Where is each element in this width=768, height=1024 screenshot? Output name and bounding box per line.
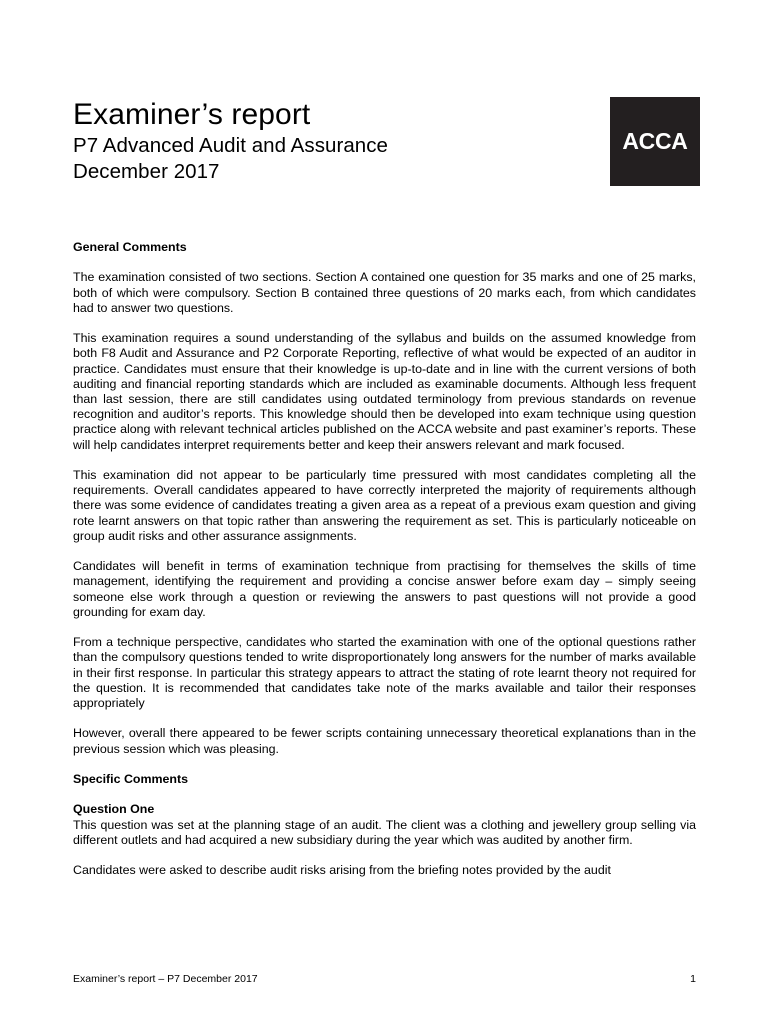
document-header — [73, 96, 696, 196]
paragraph-technique-perspective: From a technique perspective, candidates who started the examination with one of the optional questions rather than the compulsory questions tended to write disproportionately long answers for the number of marks available in their first response. In particular this strategy appears to attract the stating of rote learnt theory not required for the question. It is recommended that candidates take note of the marks available and tailor their responses appropriately — [73, 635, 696, 711]
document-body — [73, 240, 696, 878]
paragraph-syllabus-knowledge: This examination requires a sound understanding of the syllabus and builds on the assumed knowledge from both F8 Audit and Assurance and P2 Corporate Reporting, reflective of what would be expected of an auditor in practice. Candidates must ensure that their knowledge is up-to-date and in line with the current versions of both auditing and financial reporting standards which are included as examinable documents. Although less frequent than last session, there are still candidates using outdated terminology from previous standards on revenue recognition and auditor’s reports. This knowledge should then be developed into exam technique using question practice along with relevant technical articles published on the ACCA website and past examiner’s reports. These will help candidates interpret requirements better and keep their answers relevant and mark focused. — [73, 331, 696, 452]
spacer — [73, 453, 696, 468]
spacer — [73, 848, 696, 863]
footer-document-label: Examiner’s report – P7 December 2017 — [73, 973, 258, 985]
footer-page-number: 1 — [690, 973, 696, 985]
paragraph-audit-risks: Candidates were asked to describe audit risks arising from the briefing notes provided by the audit — [73, 863, 611, 878]
spacer — [73, 757, 696, 772]
page-footer — [73, 973, 696, 986]
title-block — [73, 96, 553, 185]
spacer — [73, 316, 696, 331]
spacer — [73, 711, 696, 726]
paragraph-exam-structure: The examination consisted of two sections. Section A contained one question for 35 marks and one of 25 marks, both of which were compulsory. Section B contained three questions of 20 marks each, from which candidates had to answer two questions. — [73, 270, 696, 315]
spacer — [73, 255, 696, 270]
paragraph-exam-technique: Candidates will benefit in terms of examination technique from practising for themselves the skills of time management, identifying the requirement and providing a concise answer before exam day – simply seeing someone else work through a question or reviewing the answers to past questions will not provide a good grounding for exam day. — [73, 559, 696, 619]
paragraph-question-one-intro: This question was set at the planning stage of an audit. The client was a clothing and jewellery group selling via different outlets and had acquired a new subsidiary during the year which was audited by another firm. — [73, 817, 696, 847]
paragraph-fewer-scripts: However, overall there appeared to be fewer scripts containing unnecessary theoretical explanations than in the previous session which was pleasing. — [73, 726, 696, 756]
acca-logo-text: ACCA — [622, 128, 688, 154]
heading-question-one: Question One — [73, 802, 155, 817]
acca-logo — [610, 97, 700, 186]
page-title: Examiner’s report — [73, 98, 311, 131]
paragraph-time-pressure: This examination did not appear to be particularly time pressured with most candidates completing all the requirements. Overall candidates appeared to have correctly interpreted the majority of requirements although there was some evidence of candidates treating a given area as a repeat of a previous exam question and giving rote learnt answers on that topic rather than answering the requirement as set. This is particularly noticeable on group audit risks and other assurance assignments. — [73, 468, 696, 543]
spacer — [73, 787, 696, 802]
page-subtitle-date: December 2017 — [73, 160, 220, 183]
heading-general-comments: General Comments — [73, 240, 187, 254]
spacer — [73, 620, 696, 635]
spacer — [73, 544, 696, 559]
heading-specific-comments: Specific Comments — [73, 772, 188, 786]
page-subtitle-exam: P7 Advanced Audit and Assurance — [73, 134, 388, 157]
